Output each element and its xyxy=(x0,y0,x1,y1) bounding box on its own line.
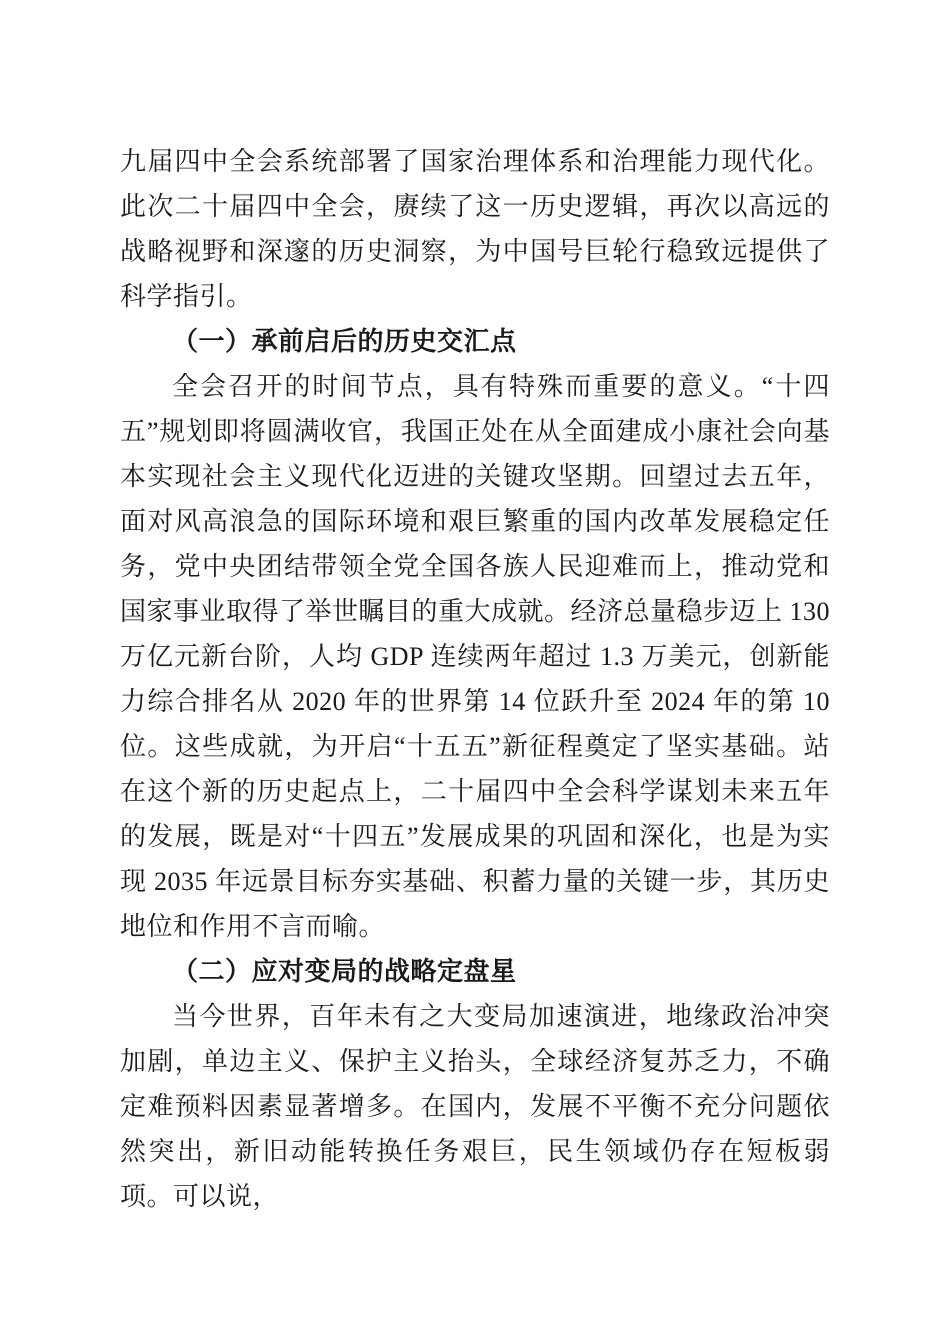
section-heading-2: （二）应对变局的战略定盘星 xyxy=(172,957,517,986)
paragraph-section-1-body: 全会召开的时间节点，具有特殊而重要的意义。“十四五”规划即将圆满收官，我国正处在从全面建成小康社会向基本实现社会主义现代化迈进的关键攻坚期。回望过去五年，面对风高浪急的国际环境和艰巨繁重的国内改革发展稳定任务，党中央团结带领全党全国各族人民迎难而上，推动党和国家事业取得了举世瞩目的重大成就。经济总量稳步迈上 130 万亿元新台阶，人均 GDP 连续两年超过 1.3 万美元，创新能力综合排名从 2020 年的世界第 14 位跃升至 2024 年的第 10 位。这些成就，为开启“十五五”新征程奠定了坚实基础。站在这个新的历史起点上，二十届四中全会科学谋划未来五年的发展，既是对“十四五”发展成果的巩固和深化，也是为实现 2035 年远景目标夯实基础、积蓄力量的关键一步，其历史地位和作用不言而喻。 xyxy=(120,372,831,941)
paragraph-history-context: 九届四中全会系统部署了国家治理体系和治理能力现代化。此次二十届四中全会，赓续了这一历史逻辑，再次以高远的战略视野和深邃的历史洞察，为中国号巨轮行稳致远提供了科学指引。 xyxy=(120,147,830,311)
section-heading-1: （一）承前启后的历史交汇点 xyxy=(172,327,517,356)
paragraph-section-2-body: 当今世界，百年未有之大变局加速演进，地缘政治冲突加剧，单边主义、保护主义抬头，全球经济复苏乏力，不确定难预料因素显著增多。在国内，发展不平衡不充分问题依然突出，新旧动能转换任务艰巨，民生领域仍存在短板弱项。可以说， xyxy=(120,1002,830,1211)
